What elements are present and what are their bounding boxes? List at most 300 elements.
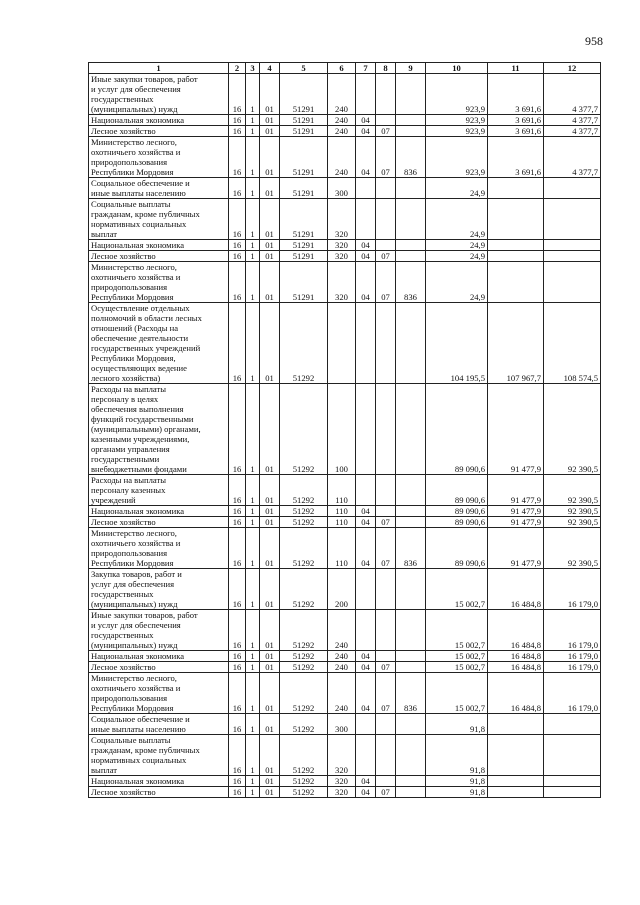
cell-col-7: 04	[356, 115, 376, 126]
row-name-cell	[89, 262, 229, 303]
cell-col-2: 16	[229, 787, 246, 798]
row-name-line: иные выплаты населению	[91, 188, 186, 198]
row-name-line: Лесное хозяйство	[91, 126, 156, 136]
cell-col-7: 04	[356, 776, 376, 787]
column-header-6: 6	[328, 63, 356, 74]
cell-col-7: 04	[356, 506, 376, 517]
cell-col-8: 07	[376, 787, 396, 798]
cell-col-10: 24,9	[426, 262, 488, 303]
table-body	[89, 74, 601, 798]
cell-col-4: 01	[260, 115, 280, 126]
cell-col-10: 24,9	[426, 178, 488, 199]
cell-col-6: 240	[328, 610, 356, 651]
cell-col-10: 923,9	[426, 74, 488, 115]
cell-col-11	[488, 714, 544, 735]
cell-col-11	[488, 178, 544, 199]
cell-col-6: 240	[328, 126, 356, 137]
cell-col-10: 89 090,6	[426, 384, 488, 475]
row-name-cell	[89, 475, 229, 506]
cell-col-6: 100	[328, 384, 356, 475]
cell-col-4: 01	[260, 240, 280, 251]
row-name-line: персоналу казенных	[91, 485, 166, 495]
cell-col-3: 1	[246, 475, 260, 506]
cell-col-8	[376, 384, 396, 475]
column-header-4: 4	[260, 63, 280, 74]
cell-col-7	[356, 569, 376, 610]
cell-col-3: 1	[246, 506, 260, 517]
cell-col-11	[488, 262, 544, 303]
row-name-line: охотничьего хозяйства и	[91, 683, 181, 693]
cell-col-11: 91 477,9	[488, 384, 544, 475]
cell-col-7: 04	[356, 240, 376, 251]
row-name-cell	[89, 384, 229, 475]
row-name-line: Национальная экономика	[91, 240, 185, 250]
cell-col-9: 836	[396, 528, 426, 569]
cell-col-2: 16	[229, 74, 246, 115]
cell-col-12: 92 390,5	[544, 506, 601, 517]
cell-col-3: 1	[246, 787, 260, 798]
cell-col-11: 16 484,8	[488, 569, 544, 610]
cell-col-9	[396, 776, 426, 787]
column-header-3: 3	[246, 63, 260, 74]
cell-col-12	[544, 251, 601, 262]
row-name-line: и услуг для обеспечения	[91, 620, 181, 630]
cell-col-3: 1	[246, 115, 260, 126]
row-name-line: учреждений	[91, 495, 136, 505]
cell-col-8	[376, 115, 396, 126]
cell-col-8	[376, 735, 396, 776]
row-name-line: государственными	[91, 454, 160, 464]
cell-col-6: 240	[328, 673, 356, 714]
cell-col-9: 836	[396, 673, 426, 714]
cell-col-5: 51292	[280, 662, 328, 673]
cell-col-3: 1	[246, 735, 260, 776]
cell-col-2: 16	[229, 262, 246, 303]
cell-col-6: 320	[328, 787, 356, 798]
cell-col-2: 16	[229, 569, 246, 610]
cell-col-12: 92 390,5	[544, 528, 601, 569]
table-row	[89, 199, 601, 240]
row-name-cell	[89, 115, 229, 126]
table-row	[89, 610, 601, 651]
cell-col-5: 51292	[280, 651, 328, 662]
cell-col-8	[376, 178, 396, 199]
row-name-line: Министерство лесного,	[91, 528, 177, 538]
cell-col-5: 51292	[280, 384, 328, 475]
cell-col-11: 16 484,8	[488, 673, 544, 714]
cell-col-12: 92 390,5	[544, 517, 601, 528]
cell-col-12: 16 179,0	[544, 610, 601, 651]
cell-col-3: 1	[246, 199, 260, 240]
cell-col-2: 16	[229, 303, 246, 384]
cell-col-10: 15 002,7	[426, 673, 488, 714]
cell-col-6: 320	[328, 251, 356, 262]
table-row	[89, 74, 601, 115]
table-row	[89, 262, 601, 303]
cell-col-5: 51292	[280, 517, 328, 528]
cell-col-9	[396, 662, 426, 673]
cell-col-11: 3 691,6	[488, 74, 544, 115]
row-name-line: Министерство лесного,	[91, 673, 177, 683]
cell-col-2: 16	[229, 776, 246, 787]
row-name-line: обеспечения выполнения	[91, 404, 184, 414]
table-row	[89, 735, 601, 776]
row-name-cell	[89, 651, 229, 662]
cell-col-9	[396, 651, 426, 662]
header-row	[89, 63, 601, 74]
row-name-line: Республики Мордовия	[91, 292, 174, 302]
cell-col-11: 16 484,8	[488, 662, 544, 673]
row-name-cell	[89, 735, 229, 776]
row-name-cell	[89, 528, 229, 569]
cell-col-3: 1	[246, 662, 260, 673]
cell-col-3: 1	[246, 714, 260, 735]
row-name-line: отношений (Расходы на	[91, 323, 179, 333]
cell-col-9	[396, 517, 426, 528]
cell-col-6: 300	[328, 714, 356, 735]
row-name-line: Республики Мордовия	[91, 167, 174, 177]
cell-col-2: 16	[229, 115, 246, 126]
cell-col-9	[396, 303, 426, 384]
cell-col-6: 110	[328, 528, 356, 569]
column-header-11: 11	[488, 63, 544, 74]
cell-col-9: 836	[396, 137, 426, 178]
cell-col-2: 16	[229, 673, 246, 714]
cell-col-7	[356, 178, 376, 199]
cell-col-6: 110	[328, 517, 356, 528]
cell-col-12: 92 390,5	[544, 384, 601, 475]
table-row	[89, 528, 601, 569]
row-name-cell	[89, 569, 229, 610]
cell-col-7: 04	[356, 528, 376, 569]
cell-col-10: 24,9	[426, 240, 488, 251]
cell-col-12: 16 179,0	[544, 651, 601, 662]
cell-col-8: 07	[376, 673, 396, 714]
cell-col-4: 01	[260, 714, 280, 735]
table-row	[89, 178, 601, 199]
row-name-line: Социальное обеспечение и	[91, 714, 190, 724]
table-row	[89, 126, 601, 137]
cell-col-11: 107 967,7	[488, 303, 544, 384]
cell-col-8	[376, 569, 396, 610]
row-name-line: охотничьего хозяйства и	[91, 147, 181, 157]
cell-col-7	[356, 610, 376, 651]
cell-col-2: 16	[229, 528, 246, 569]
cell-col-7: 04	[356, 651, 376, 662]
cell-col-7: 04	[356, 251, 376, 262]
cell-col-4: 01	[260, 776, 280, 787]
cell-col-2: 16	[229, 199, 246, 240]
cell-col-12: 92 390,5	[544, 475, 601, 506]
row-name-line: Республики Мордовия,	[91, 353, 176, 363]
cell-col-3: 1	[246, 262, 260, 303]
cell-col-10: 923,9	[426, 137, 488, 178]
cell-col-6: 110	[328, 506, 356, 517]
cell-col-3: 1	[246, 569, 260, 610]
row-name-line: Национальная экономика	[91, 776, 185, 786]
cell-col-11	[488, 240, 544, 251]
row-name-line: персоналу в целях	[91, 394, 159, 404]
cell-col-10: 89 090,6	[426, 528, 488, 569]
cell-col-4: 01	[260, 251, 280, 262]
table-row	[89, 714, 601, 735]
cell-col-4: 01	[260, 517, 280, 528]
cell-col-4: 01	[260, 569, 280, 610]
cell-col-12: 16 179,0	[544, 673, 601, 714]
cell-col-5: 51291	[280, 262, 328, 303]
row-name-line: Расходы на выплаты	[91, 384, 167, 394]
cell-col-12: 4 377,7	[544, 126, 601, 137]
cell-col-9	[396, 569, 426, 610]
row-name-line: Министерство лесного,	[91, 262, 177, 272]
table-row	[89, 569, 601, 610]
cell-col-3: 1	[246, 673, 260, 714]
row-name-line: нормативных социальных	[91, 755, 187, 765]
row-name-line: Социальное обеспечение и	[91, 178, 190, 188]
cell-col-4: 01	[260, 384, 280, 475]
row-name-line: Лесное хозяйство	[91, 517, 156, 527]
row-name-line: (муниципальными) органами,	[91, 424, 201, 434]
row-name-line: услуг для обеспечения	[91, 579, 175, 589]
cell-col-4: 01	[260, 787, 280, 798]
row-name-line: казенными учреждениями,	[91, 434, 190, 444]
row-name-cell	[89, 126, 229, 137]
row-name-cell	[89, 178, 229, 199]
cell-col-5: 51292	[280, 475, 328, 506]
cell-col-5: 51292	[280, 673, 328, 714]
cell-col-9	[396, 199, 426, 240]
cell-col-2: 16	[229, 610, 246, 651]
cell-col-7: 04	[356, 673, 376, 714]
row-name-cell	[89, 610, 229, 651]
cell-col-7: 04	[356, 126, 376, 137]
cell-col-7: 04	[356, 662, 376, 673]
row-name-line: природопользования	[91, 157, 168, 167]
row-name-line: Национальная экономика	[91, 115, 185, 125]
cell-col-4: 01	[260, 506, 280, 517]
table-row	[89, 651, 601, 662]
cell-col-7	[356, 475, 376, 506]
cell-col-4: 01	[260, 303, 280, 384]
table-row	[89, 303, 601, 384]
cell-col-7	[356, 714, 376, 735]
row-name-cell	[89, 787, 229, 798]
table-row	[89, 662, 601, 673]
cell-col-6: 300	[328, 178, 356, 199]
cell-col-10: 923,9	[426, 115, 488, 126]
cell-col-6: 240	[328, 137, 356, 178]
cell-col-5: 51292	[280, 787, 328, 798]
cell-col-8	[376, 651, 396, 662]
row-name-line: Лесное хозяйство	[91, 787, 156, 797]
cell-col-3: 1	[246, 776, 260, 787]
row-name-line: (муниципальных) нужд	[91, 104, 178, 114]
cell-col-10: 89 090,6	[426, 517, 488, 528]
table-row	[89, 787, 601, 798]
cell-col-10: 15 002,7	[426, 610, 488, 651]
cell-col-4: 01	[260, 651, 280, 662]
cell-col-10: 15 002,7	[426, 569, 488, 610]
cell-col-11: 3 691,6	[488, 137, 544, 178]
cell-col-3: 1	[246, 528, 260, 569]
cell-col-6: 240	[328, 662, 356, 673]
cell-col-9	[396, 384, 426, 475]
cell-col-3: 1	[246, 517, 260, 528]
cell-col-12	[544, 776, 601, 787]
cell-col-3: 1	[246, 126, 260, 137]
table-row	[89, 251, 601, 262]
cell-col-9	[396, 475, 426, 506]
row-name-line: обеспечение деятельности	[91, 333, 189, 343]
cell-col-6: 320	[328, 262, 356, 303]
cell-col-3: 1	[246, 610, 260, 651]
column-header-12: 12	[544, 63, 601, 74]
cell-col-6: 110	[328, 475, 356, 506]
cell-col-8: 07	[376, 528, 396, 569]
cell-col-11: 91 477,9	[488, 517, 544, 528]
cell-col-2: 16	[229, 126, 246, 137]
cell-col-3: 1	[246, 251, 260, 262]
cell-col-3: 1	[246, 303, 260, 384]
row-name-line: функций государственными	[91, 414, 194, 424]
row-name-cell	[89, 74, 229, 115]
cell-col-7: 04	[356, 137, 376, 178]
cell-col-8	[376, 506, 396, 517]
cell-col-4: 01	[260, 178, 280, 199]
cell-col-12: 16 179,0	[544, 662, 601, 673]
cell-col-5: 51291	[280, 178, 328, 199]
row-name-cell	[89, 714, 229, 735]
row-name-line: и услуг для обеспечения	[91, 84, 181, 94]
cell-col-5: 51292	[280, 610, 328, 651]
column-header-7: 7	[356, 63, 376, 74]
cell-col-2: 16	[229, 651, 246, 662]
cell-col-8: 07	[376, 662, 396, 673]
cell-col-7	[356, 74, 376, 115]
cell-col-9	[396, 714, 426, 735]
cell-col-8	[376, 303, 396, 384]
cell-col-4: 01	[260, 137, 280, 178]
table-row	[89, 115, 601, 126]
cell-col-10: 91,8	[426, 787, 488, 798]
cell-col-11: 3 691,6	[488, 126, 544, 137]
table-row	[89, 240, 601, 251]
cell-col-4: 01	[260, 662, 280, 673]
row-name-line: (муниципальных) нужд	[91, 599, 178, 609]
cell-col-4: 01	[260, 126, 280, 137]
row-name-line: гражданам, кроме публичных	[91, 209, 200, 219]
row-name-cell	[89, 517, 229, 528]
cell-col-8: 07	[376, 517, 396, 528]
cell-col-2: 16	[229, 251, 246, 262]
cell-col-9	[396, 251, 426, 262]
row-name-line: Национальная экономика	[91, 506, 185, 516]
cell-col-10: 91,8	[426, 776, 488, 787]
cell-col-2: 16	[229, 735, 246, 776]
cell-col-10: 923,9	[426, 126, 488, 137]
cell-col-8	[376, 199, 396, 240]
cell-col-12	[544, 262, 601, 303]
row-name-line: Социальные выплаты	[91, 199, 171, 209]
cell-col-7	[356, 199, 376, 240]
row-name-line: Министерство лесного,	[91, 137, 177, 147]
row-name-line: Лесное хозяйство	[91, 662, 156, 672]
cell-col-9	[396, 126, 426, 137]
cell-col-2: 16	[229, 517, 246, 528]
column-header-2: 2	[229, 63, 246, 74]
cell-col-6	[328, 303, 356, 384]
cell-col-7	[356, 384, 376, 475]
table-row	[89, 776, 601, 787]
cell-col-5: 51292	[280, 569, 328, 610]
cell-col-8	[376, 610, 396, 651]
cell-col-8: 07	[376, 137, 396, 178]
row-name-line: Закупка товаров, работ и	[91, 569, 182, 579]
row-name-line: охотничьего хозяйства и	[91, 272, 181, 282]
column-header-10: 10	[426, 63, 488, 74]
row-name-line: Республики Мордовия	[91, 558, 174, 568]
cell-col-6: 320	[328, 776, 356, 787]
table-row	[89, 475, 601, 506]
row-name-line: природопользования	[91, 282, 168, 292]
row-name-line: выплат	[91, 229, 118, 239]
cell-col-6: 240	[328, 115, 356, 126]
cell-col-3: 1	[246, 137, 260, 178]
table-row	[89, 517, 601, 528]
cell-col-7: 04	[356, 787, 376, 798]
cell-col-5: 51292	[280, 714, 328, 735]
budget-table	[88, 62, 601, 798]
row-name-line: Осуществление отдельных	[91, 303, 190, 313]
row-name-cell	[89, 251, 229, 262]
row-name-line: государственных	[91, 94, 154, 104]
cell-col-11	[488, 776, 544, 787]
cell-col-12	[544, 240, 601, 251]
row-name-line: Иные закупки товаров, работ	[91, 610, 198, 620]
cell-col-11: 91 477,9	[488, 475, 544, 506]
cell-col-11	[488, 787, 544, 798]
cell-col-12	[544, 178, 601, 199]
cell-col-9: 836	[396, 262, 426, 303]
row-name-cell	[89, 303, 229, 384]
cell-col-7: 04	[356, 517, 376, 528]
cell-col-10: 24,9	[426, 251, 488, 262]
row-name-cell	[89, 662, 229, 673]
cell-col-5: 51291	[280, 115, 328, 126]
cell-col-11: 3 691,6	[488, 115, 544, 126]
cell-col-10: 91,8	[426, 714, 488, 735]
row-name-line: природопользования	[91, 548, 168, 558]
cell-col-6: 320	[328, 735, 356, 776]
cell-col-9	[396, 115, 426, 126]
row-name-line: осуществляющих ведение	[91, 363, 187, 373]
cell-col-8: 07	[376, 251, 396, 262]
cell-col-5: 51292	[280, 735, 328, 776]
cell-col-12: 4 377,7	[544, 74, 601, 115]
table-row	[89, 137, 601, 178]
table-row	[89, 506, 601, 517]
row-name-cell	[89, 137, 229, 178]
cell-col-12: 4 377,7	[544, 137, 601, 178]
cell-col-10: 91,8	[426, 735, 488, 776]
cell-col-8	[376, 240, 396, 251]
cell-col-11	[488, 199, 544, 240]
cell-col-3: 1	[246, 651, 260, 662]
cell-col-6: 320	[328, 199, 356, 240]
cell-col-10: 104 195,5	[426, 303, 488, 384]
cell-col-12: 4 377,7	[544, 115, 601, 126]
cell-col-12	[544, 787, 601, 798]
